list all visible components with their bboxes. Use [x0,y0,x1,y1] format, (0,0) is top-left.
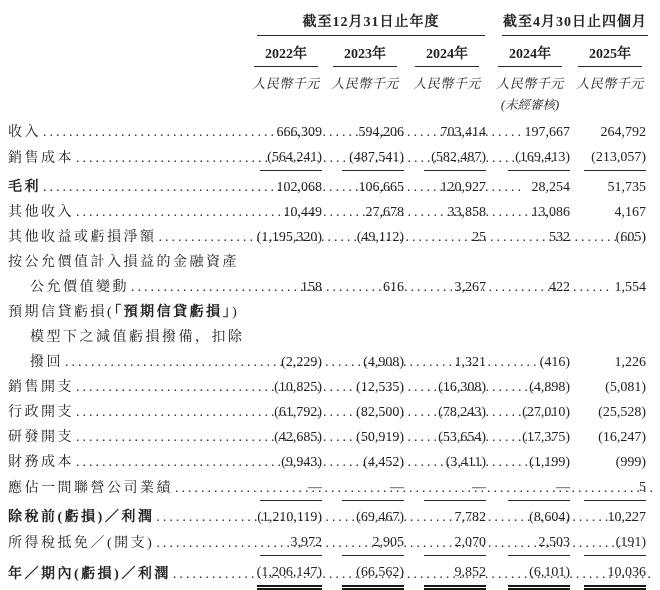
value-cell [572,375,648,400]
currency-unit-label: 人民幣千元 [331,76,399,91]
value-cell [406,450,488,475]
label-segment: 銷售成本 [8,151,74,166]
row-label [8,200,248,225]
row-label-text [8,425,74,450]
value-cell [248,350,324,375]
value: 2,905 [342,530,404,556]
value-cell [324,145,406,171]
value: 532 [549,230,570,245]
table-row-share-of-associate-results [8,475,648,501]
value-cell [324,425,406,450]
value: — [342,475,404,501]
row-label [8,425,248,450]
row-label-text [8,250,239,275]
label-segment: 應佔一間聯營公司業績 [8,481,173,496]
value-cell [324,200,406,225]
row-label-line [8,505,248,530]
value-cell [324,375,406,400]
value: (69,467) [356,510,404,525]
value: (6,101) [508,560,570,587]
value: 27,678 [365,205,404,220]
value: 7,782 [454,510,486,525]
value-cell [248,400,324,425]
row-label [8,400,248,425]
value-cell [406,560,488,587]
value: (213,057) [584,145,646,171]
year-header-row [8,41,648,67]
row-label-text [8,505,154,530]
currency-unit-label: 人民幣千元 [576,76,644,91]
value-cell [248,145,324,171]
year-header-2024-interim: 2024年 [498,41,562,67]
table-row-other-gains-losses-net [8,225,648,250]
value: 422 [549,280,570,295]
row-label-text [8,225,157,250]
value-cell [488,400,572,425]
value-cell [572,400,648,425]
value: — [508,475,570,501]
table-header [8,10,648,114]
value-cell [572,225,648,250]
table-row-income-tax-credit-expense [8,530,648,556]
value: (169,413) [508,145,570,171]
row-label [8,531,248,556]
value: (50,919) [356,430,404,445]
table-row-finance-costs [8,450,648,475]
label-segment: 年／期內(虧損)／利潤 [8,567,171,582]
value-cell [248,505,324,530]
value-cell [488,175,572,200]
value: 2,070 [424,530,486,556]
year-cell [324,41,406,67]
value: (487,541) [342,145,404,171]
row-label-line [8,450,248,475]
value: (25,528) [598,405,646,420]
value-cell [572,425,648,450]
table-row-fair-value-change-fvtpl [8,250,648,300]
value: 33,858 [447,205,486,220]
column-group-annual: 截至12月31日止年度 [257,10,485,36]
table-row-selling-expenses [8,375,648,400]
value-cell [488,275,572,300]
label-segment: 其他收益或虧損淨額 [8,230,157,245]
value-cell [248,425,324,450]
row-label-line [8,146,248,171]
value: (4,898) [529,380,570,395]
row-label [8,375,248,400]
table-row-profit-loss-for-period [8,560,648,587]
label-segment: 除稅前(虧損)／利潤 [8,510,155,525]
unaudited-cell [488,95,572,114]
row-label [8,450,248,475]
table-row-profit-loss-before-tax [8,505,648,530]
value-cell [572,120,648,145]
table-row-gross-profit [8,175,648,200]
row-label-text [8,300,239,325]
value: 703,414 [440,125,486,140]
value: (42,685) [274,430,322,445]
row-label-line [8,375,248,400]
row-label [8,300,248,375]
value: 666,309 [276,125,322,140]
unit-cell [488,73,572,93]
row-label-line [8,120,248,145]
value-cell [488,350,572,375]
value: (16,308) [438,380,486,395]
row-label-text [30,275,129,300]
currency-unit-label: 人民幣千元 [252,76,320,91]
value-cell [488,145,572,171]
unit-cell [572,73,648,93]
value-cell [324,225,406,250]
value-cell [488,505,572,530]
value-cell [572,560,648,587]
value: (78,243) [438,405,486,420]
label-segment: 研發開支 [8,430,74,445]
value-cell [248,450,324,475]
value-cell [406,145,488,171]
row-label [8,120,248,145]
value-cell [488,475,572,501]
year-cell [248,41,324,67]
value: (27,010) [522,405,570,420]
value: 158 [301,280,322,295]
value: (3,411) [445,455,486,470]
value-cell [406,425,488,450]
value: (61,792) [274,405,322,420]
row-label-line [8,250,248,275]
value-cell [248,120,324,145]
table-row-rd-expenses [8,425,648,450]
row-label-text [8,531,154,556]
value: (82,500) [356,405,404,420]
row-label [8,175,248,200]
value: (416) [539,355,570,370]
row-label [8,476,248,501]
row-label-line [8,400,248,425]
value: (17,375) [522,430,570,445]
value: 102,068 [276,180,322,195]
value-cell [406,275,488,300]
row-label-line [8,300,248,325]
value-cell [572,530,648,556]
value-cell [488,375,572,400]
value: 3,972 [260,530,322,556]
row-label-line [8,476,248,501]
value-cell [488,425,572,450]
year-header-2022: 2022年 [254,41,318,67]
value: (4,908) [363,355,404,370]
value: 10,449 [283,205,322,220]
value-cell [572,175,648,200]
table-body [8,120,648,587]
value-cell [324,475,406,501]
value-cell [406,375,488,400]
value: (191) [584,530,646,556]
row-label [8,225,248,250]
year-cell [572,41,648,67]
value-cell [406,400,488,425]
currency-unit-label: 人民幣千元 [496,76,564,91]
value-cell [248,375,324,400]
value-cell [406,225,488,250]
currency-unit-row [8,73,648,93]
value: (1,199) [529,455,570,470]
value-cell [406,505,488,530]
value-cell [572,350,648,375]
row-label-line [8,325,248,350]
value-cell [324,530,406,556]
label-segment: 預期信貸虧損( [8,305,115,320]
value: 10,227 [607,510,646,525]
value-cell [406,475,488,501]
value: (2,229) [281,355,322,370]
table-row-revenue [8,120,648,145]
row-label-line [8,275,248,300]
label-segment: 行政開支 [8,405,74,420]
value: 106,665 [358,180,404,195]
value: (16,247) [598,430,646,445]
row-label-line [8,531,248,556]
value: (999) [615,455,646,470]
value: (49,112) [356,230,404,245]
row-label [8,146,248,171]
value: 9,852 [424,560,486,587]
value-cell [488,225,572,250]
value-cell [406,530,488,556]
row-label [8,505,248,530]
label-segment: 財務成本 [8,455,74,470]
value: (1,210,119) [257,510,322,525]
value: (1,206,147) [257,560,322,587]
value: 2,503 [508,530,570,556]
value: (564,241) [260,145,322,171]
value-cell [324,450,406,475]
row-label-line [8,350,248,375]
unaudited-row [8,95,648,114]
unit-cell [324,73,406,93]
unit-cell [248,73,324,93]
table-row-administrative-expenses [8,400,648,425]
label-segment: 撥回 [30,355,63,370]
value: 616 [383,280,404,295]
column-group-interim: 截至4月30日止四個月 [502,10,648,36]
value: (10,825) [274,380,322,395]
value: 4,167 [614,205,646,220]
row-label-text [8,175,41,200]
value: 51,735 [607,180,646,195]
year-cell [406,41,488,67]
value-cell [248,275,324,300]
row-label-text [8,375,74,400]
row-label-text [8,450,74,475]
label-segment: 所得稅抵免／(開支) [8,536,155,551]
table-row-ecl-impairment-provision [8,300,648,375]
value-cell [572,505,648,530]
value-cell [488,450,572,475]
value-cell [248,200,324,225]
row-label-text [8,400,74,425]
value: (1,195,320) [256,230,322,245]
value: (12,535) [356,380,404,395]
row-label [8,250,248,300]
value-cell [324,560,406,587]
label-segment: ) [232,305,240,320]
value: (5,081) [605,380,646,395]
value: 594,206 [358,125,404,140]
value: 28,254 [531,180,570,195]
value: (4,452) [363,455,404,470]
value-cell [406,175,488,200]
row-label-line [8,562,248,587]
row-label-line [8,225,248,250]
table-row-cost-of-sales [8,145,648,171]
year-header-2025-interim: 2025年 [578,41,642,67]
value: (605) [615,230,646,245]
value: 1,321 [454,355,486,370]
value: (9,943) [281,455,322,470]
value-cell [406,200,488,225]
value-cell [572,145,648,171]
label-segment: 銷售開支 [8,380,74,395]
label-segment: 收入 [8,125,41,140]
value-cell [488,560,572,587]
value: 10,036 [584,560,646,587]
value: 120,927 [440,180,486,195]
value: (8,604) [529,510,570,525]
value-cell [324,120,406,145]
currency-unit-label: 人民幣千元 [413,76,481,91]
label-segment: 按公允價值計入損益的金融資產 [8,255,239,270]
value: — [260,475,322,501]
value: 13,086 [531,205,570,220]
value-cell [324,175,406,200]
row-label-line [8,200,248,225]
row-label-text [8,562,171,587]
row-label-text [8,146,74,171]
value-cell [572,275,648,300]
unaudited-note: (未經審核) [500,98,560,112]
label-segment: 公允價值變動 [30,280,129,295]
value-cell [248,175,324,200]
row-label [8,562,248,587]
value: 197,667 [524,125,570,140]
value-cell [572,450,648,475]
value-cell [248,475,324,501]
label-segment: 「預期信貸虧損」 [114,305,233,320]
value-cell [406,120,488,145]
row-label-line [8,425,248,450]
value-cell [324,275,406,300]
value: 25 [472,230,486,245]
value-cell [488,120,572,145]
value: 5 [584,475,646,501]
value: (582,487) [424,145,486,171]
value-cell [572,475,648,501]
value: 1,226 [614,355,646,370]
value-cell [248,560,324,587]
column-group-row [8,10,648,36]
label-segment: 模型下之減值虧損撥備，扣除 [30,330,245,345]
value-cell [324,505,406,530]
row-label-line [8,175,248,200]
row-label-text [8,120,41,145]
row-label-text [30,350,63,375]
value-cell [248,225,324,250]
value-cell [572,200,648,225]
year-header-2023: 2023年 [333,41,397,67]
row-label-text [30,325,245,350]
value: — [424,475,486,501]
value-cell [324,400,406,425]
label-segment: 其他收入 [8,205,74,220]
label-segment: 毛利 [8,180,41,195]
value: (66,562) [342,560,404,587]
value-cell [406,350,488,375]
row-label-text [8,200,74,225]
table-row-other-income [8,200,648,225]
value-cell [248,530,324,556]
value: 3,267 [454,280,486,295]
value-cell [324,350,406,375]
value-cell [488,200,572,225]
value: (53,654) [438,430,486,445]
value: 264,792 [600,125,646,140]
year-cell [488,41,572,67]
value: 1,554 [614,280,646,295]
row-label-text [8,476,173,501]
value-cell [488,530,572,556]
year-header-2024: 2024年 [415,41,479,67]
unit-cell [406,73,488,93]
